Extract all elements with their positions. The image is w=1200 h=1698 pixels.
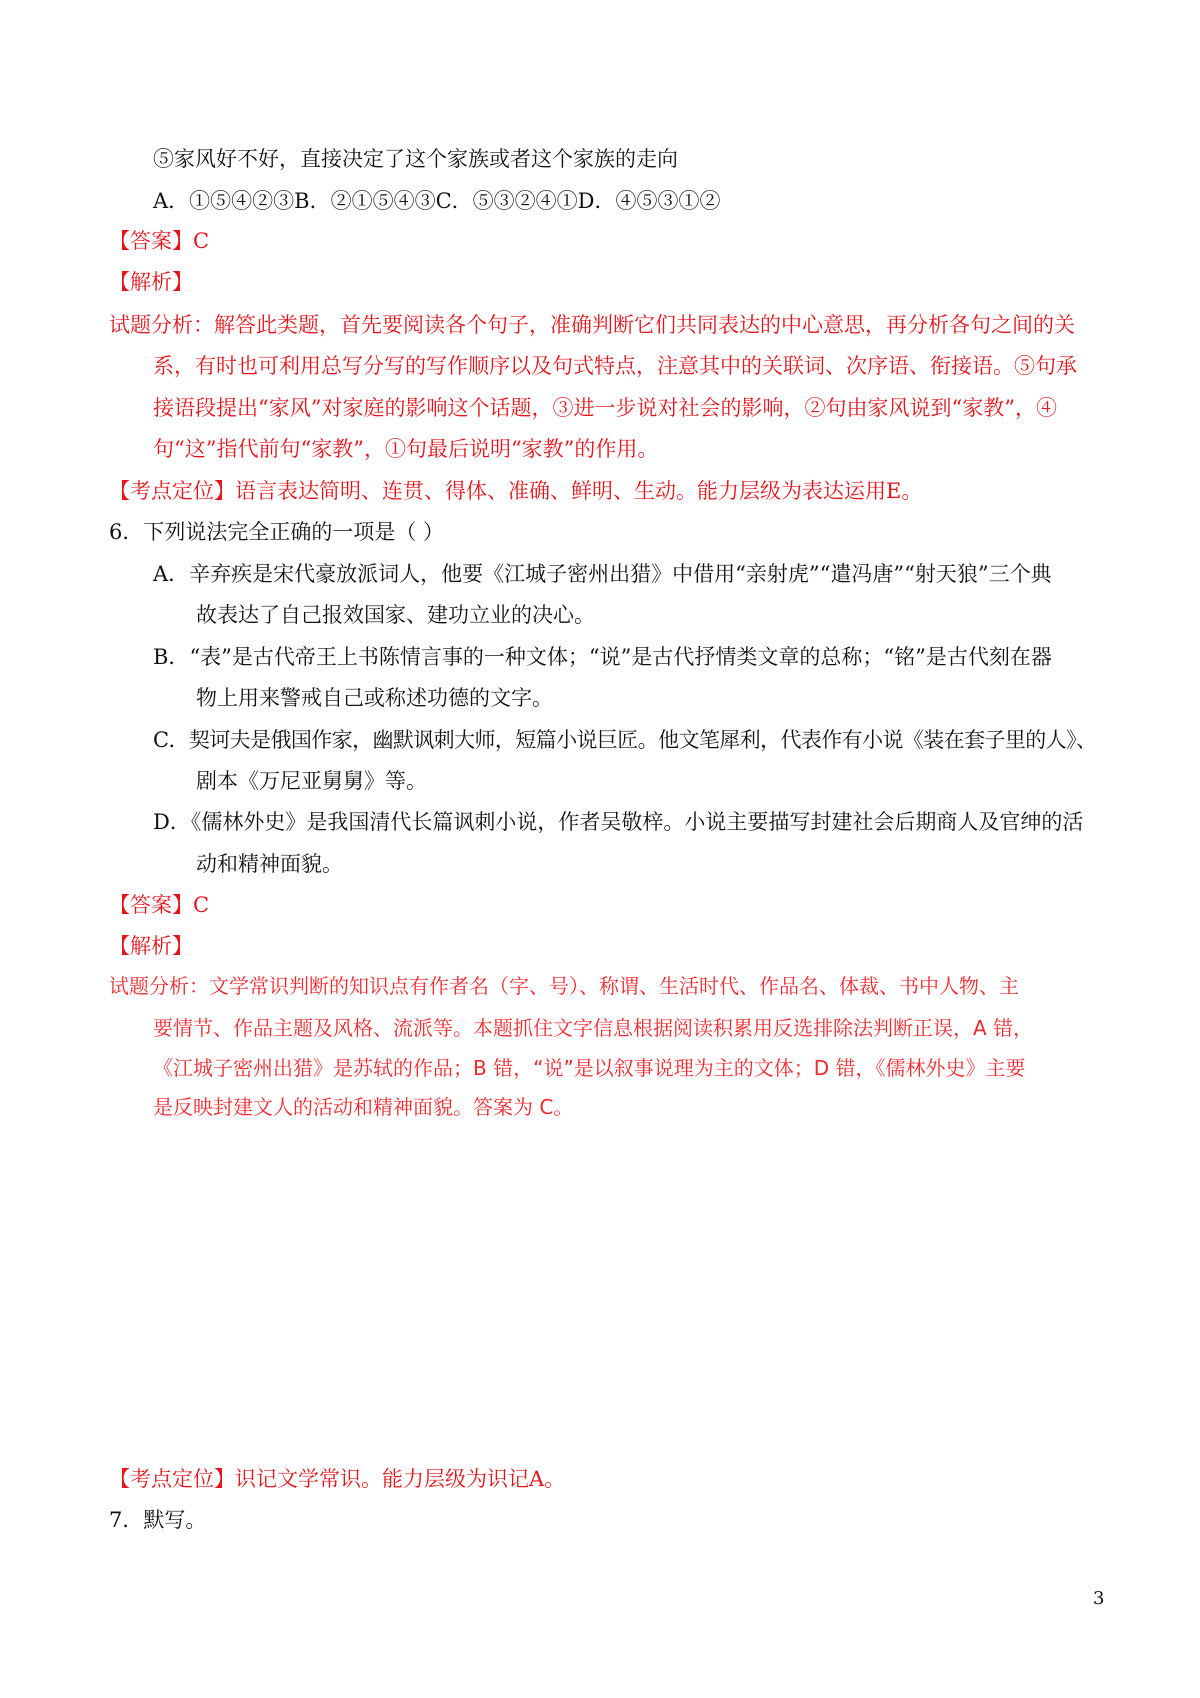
option-label: C． (153, 728, 189, 752)
answer-label: 【答案】 (109, 229, 193, 253)
q5-options: A．①⑤④②③B．②①⑤④③C．⑤③②④①D．④⑤③①② (153, 189, 721, 213)
q7-stem: 7．默写。 (109, 1508, 207, 1532)
q5-item-5: ⑤家风好不好，直接决定了这个家族或者这个家族的走向 (153, 147, 678, 171)
q6-analysis-line: 要情节、作品主题及风格、流派等。本题抓住文字信息根据阅读积累用反选排除法判断正误，A 错， (153, 1016, 1034, 1040)
point-label: 【考点定位】 (109, 1467, 235, 1491)
q6-option-c-cont: 剧本《万尼亚舅舅》等。 (196, 769, 427, 793)
q6-answer (109, 893, 209, 917)
q6-option-b-cont: 物上用来警戒自己或称述功德的文字。 (196, 686, 553, 710)
point-text: 识记文学常识。能力层级为识记A。 (235, 1467, 566, 1491)
q5-analysis-line: 句“这”指代前句“家教”，①句最后说明“家教”的作用。 (153, 437, 659, 461)
option-text: “表”是古代帝王上书陈情言事的一种文体；“说”是古代抒情类文章的总称；“铭”是古代刻在器 (189, 645, 1052, 669)
q6-analysis-line: 试题分析：文学常识判断的知识点有作者名（字、号）、称谓、生活时代、作品名、体裁、书中人物、主 (109, 974, 1019, 998)
q5-analysis-line: 试题分析：解答此类题，首先要阅读各个句子，准确判断它们共同表达的中心意思，再分析各句之间的关 (109, 313, 1075, 337)
answer-value: C (193, 893, 210, 917)
q6-option-b (153, 645, 1052, 669)
q6-option-a-cont: 故表达了自己报效国家、建功立业的决心。 (196, 603, 595, 627)
answer-label: 【答案】 (109, 893, 193, 917)
q5-analysis-line: 接语段提出“家风”对家庭的影响这个话题，③进一步说对社会的影响，②句由家风说到“家教”，④ (153, 396, 1057, 420)
q5-analysis-label: 【解析】 (109, 270, 193, 294)
option-label: B． (153, 645, 190, 669)
answer-value: C (193, 229, 210, 253)
q6-point (109, 1467, 565, 1491)
q6-option-d (153, 810, 1083, 834)
point-label: 【考点定位】 (109, 479, 235, 503)
page-number: 3 (1093, 1588, 1105, 1609)
q6-analysis-line: 《江城子密州出猎》是苏轼的作品；B 错，“说”是以叙事说理为主的文体；D 错，《儒林外史》主要 (153, 1056, 1026, 1080)
q6-option-c (153, 728, 1096, 752)
q6-stem: 6．下列说法完全正确的一项是（ ） (109, 520, 445, 544)
q6-analysis-label: 【解析】 (109, 934, 193, 958)
option-label: D． (153, 810, 191, 834)
q6-option-d-cont: 动和精神面貌。 (196, 852, 343, 876)
option-text: 辛弃疾是宋代豪放派词人，他要《江城子密州出猎》中借用“亲射虎”“遣冯唐”“射天狼”三个典 (189, 562, 1052, 586)
q5-answer (109, 229, 209, 253)
option-text: 《儒林外史》是我国清代长篇讽刺小说，作者吴敬梓。小说主要描写封建社会后期商人及官绅的活 (190, 810, 1084, 834)
point-text: 语言表达简明、连贯、得体、准确、鲜明、生动。能力层级为表达运用E。 (235, 479, 923, 503)
option-label: A． (153, 562, 190, 586)
q5-analysis-line: 系，有时也可利用总写分写的写作顺序以及句式特点，注意其中的关联词、次序语、衔接语。⑤句承 (153, 354, 1077, 378)
q6-option-a (153, 562, 1052, 586)
q6-analysis-line: 是反映封建文人的活动和精神面貌。答案为 C。 (153, 1095, 574, 1119)
option-text: 契诃夫是俄国作家，幽默讽刺大师，短篇小说巨匠。他文笔犀利，代表作有小说《装在套子里的人》、 (188, 728, 1097, 752)
q5-point (109, 479, 922, 503)
